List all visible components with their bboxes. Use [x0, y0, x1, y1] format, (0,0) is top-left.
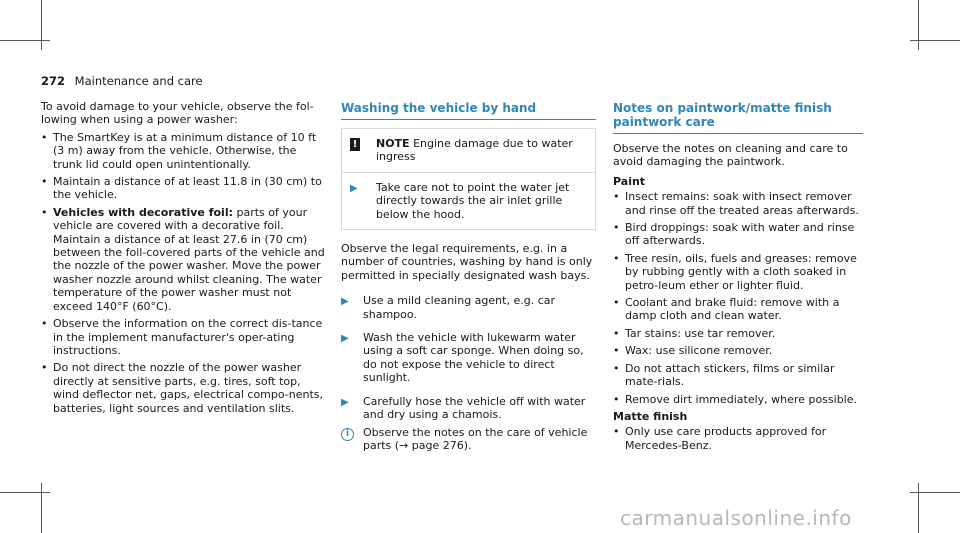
crop-mark: [0, 40, 50, 41]
crop-mark: [41, 0, 42, 50]
list-item: • Observe the information on the correct dis-tance in the implement manufacturer's oper-ating instructions.: [41, 317, 326, 357]
intro-text: To avoid damage to your vehicle, observe the fol-lowing when using a power washer:: [41, 100, 314, 127]
crop-mark: [918, 483, 919, 533]
note-step: Take care not to point the water jet directly towards the air inlet grille below the hood.: [376, 180, 570, 221]
list-item: • Tree resin, oils, fuels and greases: remove by rubbing gently with a cloth soaked in petro-leum ether or lighter fluid.: [613, 252, 863, 292]
list-item: ▶ Carefully hose the vehicle off with water and dry using a chamois.: [341, 394, 586, 422]
subheading: Paint: [613, 174, 646, 188]
step-arrow-icon: ▶: [341, 333, 349, 345]
info-icon: i: [341, 426, 363, 453]
list-item: • Vehicles with decorative foil: parts of your vehicle are covered with a decorative foil. Maintain a distance of at least 27.6 in (70 cm) between the foil-covered parts of the vehicle and the nozzle of the power washer. Move the power washer nozzle around whilst cleaning. The water temperature of the power washer must not exceed 140°F (60°C).: [41, 206, 326, 313]
step-arrow-icon: ▶: [341, 296, 349, 308]
crop-mark: [0, 492, 50, 493]
info-note: [341, 426, 596, 453]
warning-icon: !: [350, 138, 360, 151]
column-paintwork: [613, 101, 863, 456]
step-arrow-icon: ▶: [341, 396, 349, 408]
list-item: • Maintain a distance of at least 11.8 in (30 cm) to the vehicle.: [41, 175, 326, 202]
watermark: carmanualsonline.info: [620, 506, 852, 530]
column-hand-wash: [341, 101, 596, 452]
note-box: [341, 128, 596, 230]
info-text: Observe the notes on the care of vehicle parts (→ page 276).: [363, 425, 588, 452]
intro-text: Observe the notes on cleaning and care to avoid damaging the paintwork.: [613, 142, 848, 169]
list-item: • Do not attach stickers, films or similar mate-rials.: [613, 362, 863, 389]
item-heading: Vehicles with decorative foil:: [53, 205, 233, 219]
section-heading: Notes on paintwork/matte finish paintwork care: [613, 101, 863, 134]
divider: [342, 172, 595, 173]
list-item: • Wax: use silicone remover.: [613, 344, 863, 357]
page-header: [41, 74, 203, 88]
body-text: Observe the legal requirements, e.g. in a number of countries, washing by hand is only permitted in specially designated wash bays.: [341, 242, 593, 282]
section-title: Maintenance and care: [74, 74, 203, 88]
list-item: ▶ Wash the vehicle with lukewarm water using a soft car sponge. When doing so, do not expose the vehicle to direct sunlight.: [341, 331, 584, 385]
crop-mark: [918, 0, 919, 50]
step-arrow-icon: ▶: [350, 182, 358, 194]
list-item: • Coolant and brake fluid: remove with a damp cloth and clean water.: [613, 296, 863, 323]
page-number: 272: [41, 74, 66, 88]
list-item: • Insect remains: soak with insect remover and rinse off the treated areas afterwards.: [613, 190, 863, 217]
list-item: • Tar stains: use tar remover.: [613, 327, 863, 340]
list-item: • Do not direct the nozzle of the power washer directly at sensitive parts, e.g. tires, soft top, wind deflector net, gaps, electrical compo-nents, batteries, light sources and ventilation slits.: [41, 361, 326, 415]
note-text: Engine damage due to water ingress: [376, 137, 573, 164]
list-item: • Remove dirt immediately, where possible.: [613, 393, 863, 406]
note-label: NOTE: [376, 137, 410, 150]
list-item: • Only use care products approved for Mercedes-Benz.: [613, 425, 863, 452]
section-heading: Washing the vehicle by hand: [341, 101, 596, 120]
subheading: Matte finish: [613, 409, 688, 423]
list-item: • Bird droppings: soak with water and rinse off afterwards.: [613, 221, 863, 248]
list-item: • The SmartKey is at a minimum distance of 10 ft (3 m) away from the vehicle. Otherwise, the trunk lid could open unintentionally.: [41, 131, 326, 171]
column-power-washer: [41, 100, 326, 419]
crop-mark: [41, 483, 42, 533]
list-item: ▶ Use a mild cleaning agent, e.g. car shampoo.: [341, 294, 556, 321]
